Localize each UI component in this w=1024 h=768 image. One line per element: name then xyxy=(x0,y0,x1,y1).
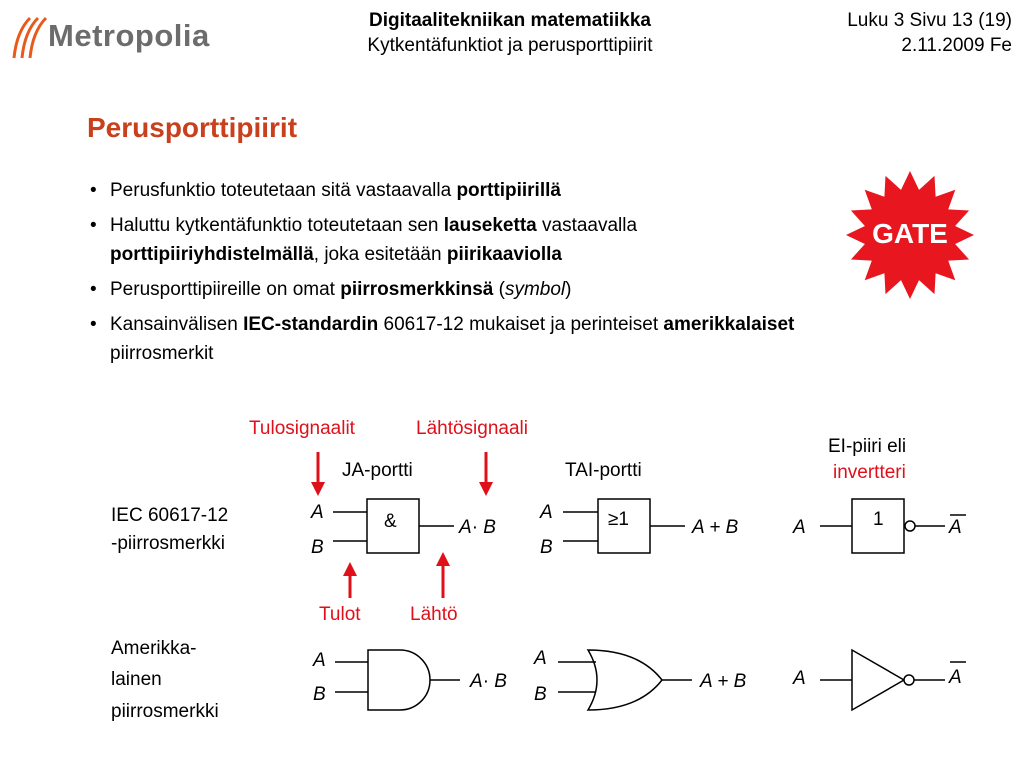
us-not-input-a: A xyxy=(793,668,806,689)
inverter-label: invertteri xyxy=(833,462,906,483)
course-title: Digitaalitekniikan matematiikka xyxy=(369,10,651,31)
bullet-text: porttipiirillä xyxy=(456,180,561,201)
iec-not-symbol: 1 xyxy=(873,509,884,530)
us-or-output: A + B xyxy=(700,671,747,692)
bullet-text: ) xyxy=(565,279,572,300)
bullet-text: Kansainvälisen xyxy=(110,314,244,335)
input-signals-label: Tulosignaalit xyxy=(249,418,355,439)
bullet-text: ( xyxy=(493,279,505,300)
iec-or-input-a: A xyxy=(540,502,553,523)
bullet-text: lauseketta xyxy=(443,215,537,236)
bullet-text: vastaavalla xyxy=(536,215,638,236)
bullet-text: piirrosmerkkinsä xyxy=(340,279,494,300)
not-gate-column-title: EI-piiri eli xyxy=(828,436,907,457)
bullet-text: symbol xyxy=(504,279,566,300)
inputs-label: Tulot xyxy=(319,604,361,625)
iec-not-input-a: A xyxy=(793,517,806,538)
page-title: Perusporttipiirit xyxy=(87,112,298,143)
bullet-text: Haluttu kytkentäfunktio toteutetaan sen xyxy=(110,215,444,236)
or-gate-column-title: TAI-portti xyxy=(565,460,642,481)
bullet-text: amerikkalaiset xyxy=(663,314,795,335)
bullet-text: , joka esitetään xyxy=(313,244,447,265)
iec-row-label-2: -piirrosmerkki xyxy=(111,533,225,554)
bullet-text: Perusporttipiireille on omat xyxy=(110,279,341,300)
us-and-output: A· B xyxy=(470,671,507,692)
iec-row-label: IEC 60617-12 xyxy=(111,505,229,526)
bullet-text: IEC-standardin xyxy=(243,314,379,335)
iec-and-input-b: B xyxy=(311,537,324,558)
us-not-gate xyxy=(820,650,966,710)
iec-or-symbol: ≥1 xyxy=(608,509,629,530)
iec-and-input-a: A xyxy=(311,502,324,523)
us-or-input-b: B xyxy=(534,684,547,705)
us-not-output: A xyxy=(949,667,962,688)
iec-or-output: A + B xyxy=(692,517,739,538)
course-subtitle: Kytkentäfunktiot ja perusporttipiirit xyxy=(367,35,653,56)
bullet-text: 60617-12 mukaiset ja perinteiset xyxy=(378,314,664,335)
us-and-gate xyxy=(335,650,460,710)
us-row-label-2: lainen xyxy=(111,669,162,690)
logo-text: Metropolia xyxy=(48,18,210,53)
page-info: Luku 3 Sivu 13 (19) xyxy=(847,10,1012,31)
us-and-input-a: A xyxy=(313,650,326,671)
iec-not-output: A xyxy=(949,517,962,538)
us-row-label-3: piirrosmerkki xyxy=(111,701,219,722)
us-or-gate xyxy=(558,650,692,710)
iec-and-output: A· B xyxy=(459,517,496,538)
us-and-input-b: B xyxy=(313,684,326,705)
us-row-label: Amerikka- xyxy=(111,638,197,659)
bullet-text: Perusfunktio toteutetaan sitä vastaavalla xyxy=(110,180,457,201)
bullet-text: porttipiiriyhdistelmällä xyxy=(110,244,314,265)
gate-badge: GATE xyxy=(872,218,948,249)
date-author: 2.11.2009 Fe xyxy=(901,35,1012,56)
iec-and-symbol: & xyxy=(384,511,397,532)
us-or-input-a: A xyxy=(534,648,547,669)
output-signal-label: Lähtösignaali xyxy=(416,418,528,439)
iec-or-input-b: B xyxy=(540,537,553,558)
bullet-text: piirikaaviolla xyxy=(446,244,562,265)
output-label: Lähtö xyxy=(410,604,458,625)
and-gate-column-title: JA-portti xyxy=(342,460,413,481)
iec-not-gate xyxy=(820,499,966,553)
bullet-text: piirrosmerkit xyxy=(110,343,214,364)
